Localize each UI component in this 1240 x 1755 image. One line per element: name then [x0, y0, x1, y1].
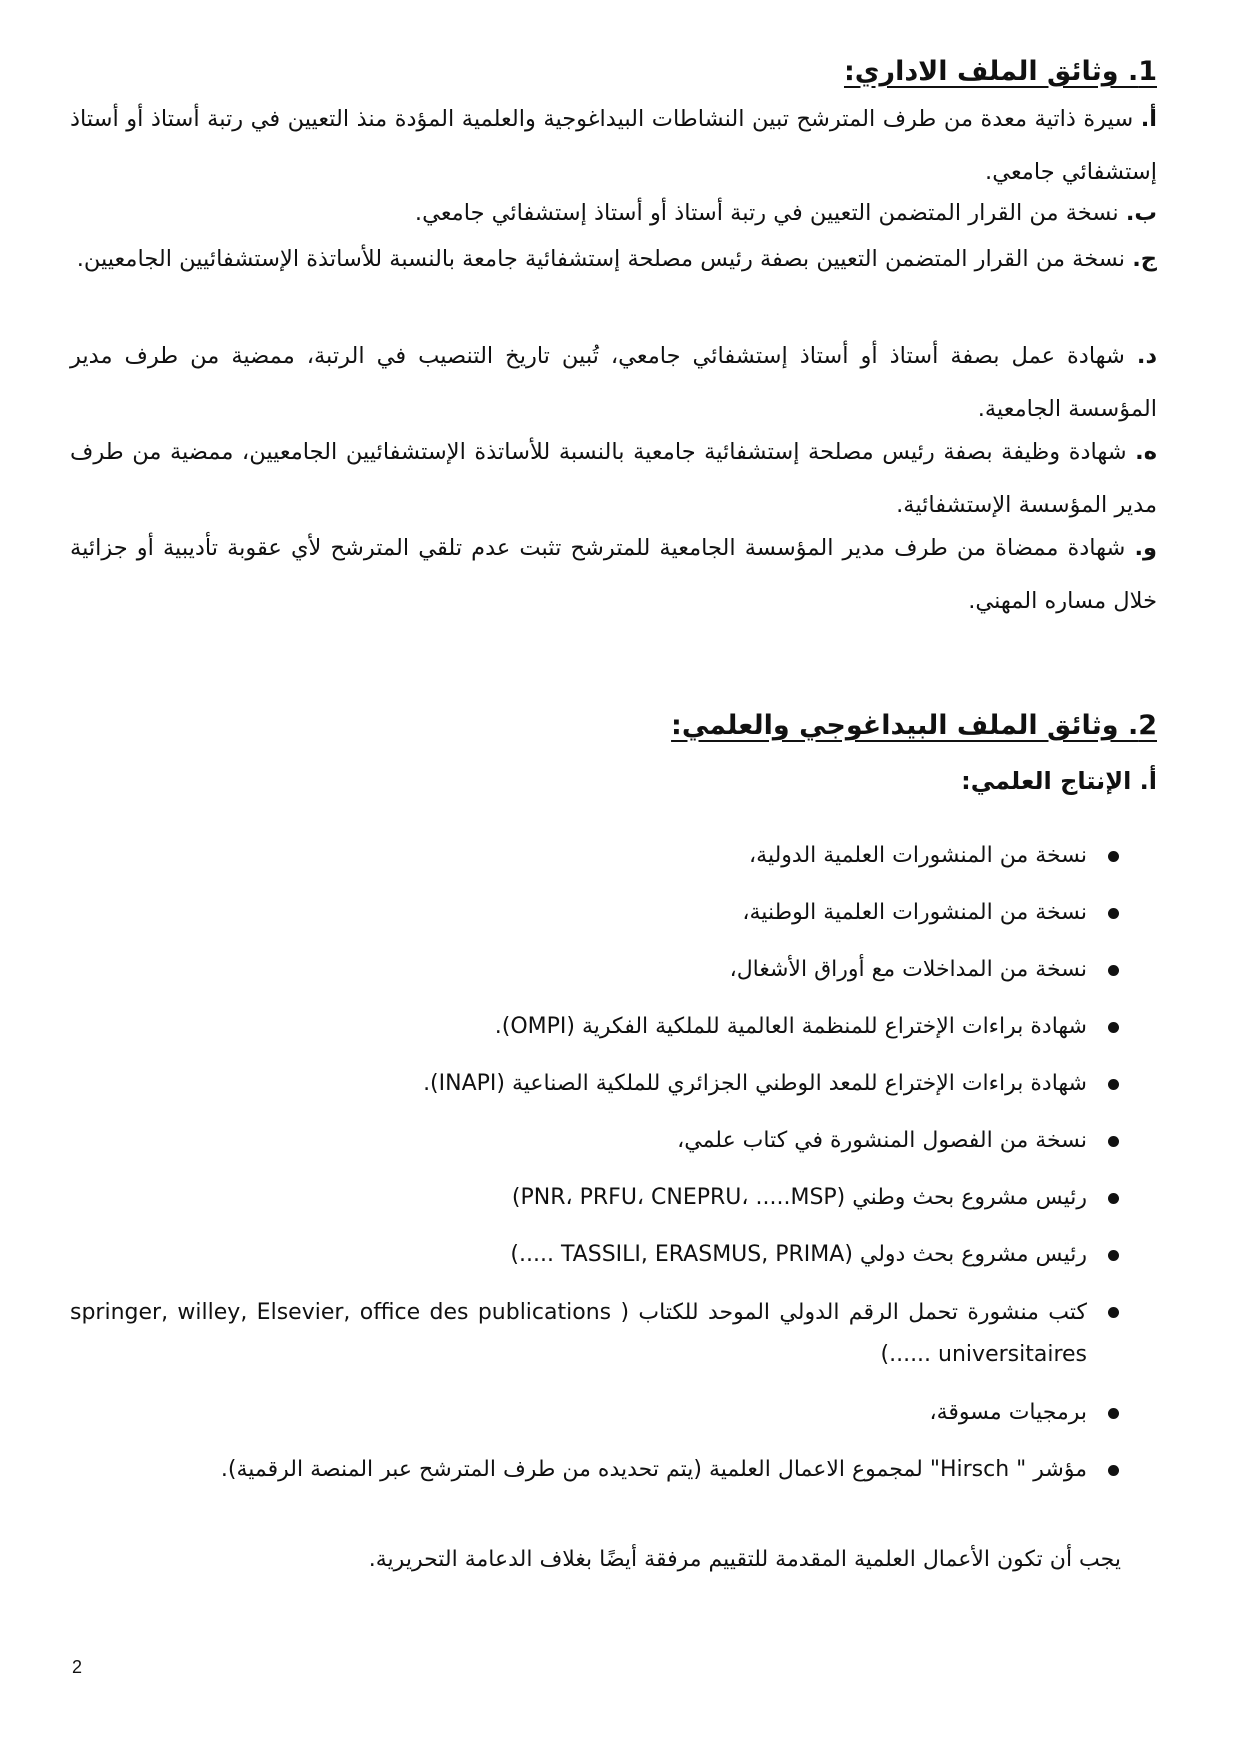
item-prefix: ب. — [1125, 200, 1157, 226]
bullet-icon — [1108, 1079, 1119, 1090]
list-item-text: نسخة من المداخلات مع أوراق الأشغال، — [729, 957, 1087, 982]
list-item-text: برمجيات مسوقة، — [929, 1400, 1087, 1425]
list-item — [70, 1393, 1157, 1433]
bullet-icon — [1108, 1022, 1119, 1033]
item-text: نسخة من القرار المتضمن التعيين بصفة رئيس مصلحة إستشفائية جامعة بالنسبة للأساتذة الإستشفائيين الجامعيين. — [76, 246, 1133, 272]
list-item — [70, 893, 1157, 933]
list-item — [70, 1121, 1157, 1161]
item-text: شهادة ممضاة من طرف مدير المؤسسة الجامعية للمترشح تثبت عدم تلقي المترشح لأي عقوبة تأديبية أو جزائية خلال مساره المهني. — [70, 535, 1157, 614]
list-item-text: مؤشر " Hirsch" لمجموع الاعمال العلمية (يتم تحديده من طرف المترشح عبر المنصة الرقمية). — [220, 1457, 1087, 1482]
section-2-heading: 2. وثائق الملف البيداغوجي والعلمي: — [671, 710, 1157, 741]
page-number: 2 — [72, 1657, 83, 1677]
list-item — [70, 950, 1157, 990]
list-item — [70, 1450, 1157, 1490]
bullet-icon — [1108, 1136, 1119, 1147]
item-prefix: أ. — [1140, 106, 1157, 132]
document-page — [70, 0, 1157, 1755]
list-item — [70, 1292, 1157, 1376]
section-1-item-c — [70, 233, 1157, 286]
bullet-icon — [1108, 908, 1119, 919]
list-item — [70, 1064, 1157, 1104]
scientific-production-list — [70, 836, 1157, 1507]
list-item-text: رئيس مشروع بحث وطني (PNR، PRFU، CNEPRU، .....MSP) — [511, 1185, 1087, 1210]
list-item-text: كتب منشورة تحمل الرقم الدولي الموحد للكتاب ( springer, willey, Elsevier, office des publications universitaires ......) — [70, 1300, 1087, 1367]
bullet-icon — [1108, 851, 1119, 862]
list-item-text: شهادة براءات الإختراع للمنظمة العالمية للملكية الفكرية (OMPI). — [494, 1014, 1087, 1039]
item-text: شهادة وظيفة بصفة رئيس مصلحة إستشفائية جامعية بالنسبة للأساتذة الإستشفائيين الجامعيين، ممضية من طرف مدير المؤسسة الإستشفائية. — [70, 439, 1157, 518]
section-1-heading: 1. وثائق الملف الاداري: — [843, 56, 1157, 87]
submission-note: يجب أن تكون الأعمال العلمية المقدمة للتقييم مرفقة أيضًا بغلاف الدعامة التحريرية. — [368, 1547, 1121, 1572]
item-text: نسخة من القرار المتضمن التعيين في رتبة أستاذ أو أستاذ إستشفائي جامعي. — [414, 200, 1126, 226]
bullet-icon — [1108, 1465, 1119, 1476]
list-item — [70, 1007, 1157, 1047]
item-prefix: ج. — [1132, 246, 1157, 272]
bullet-icon — [1108, 1193, 1119, 1204]
bullet-icon — [1108, 1307, 1119, 1318]
item-text: شهادة عمل بصفة أستاذ أو أستاذ إستشفائي جامعي، تُبين تاريخ التنصيب في الرتبة، ممضية من طرف مدير المؤسسة الجامعية. — [70, 343, 1157, 422]
list-item-text: نسخة من الفصول المنشورة في كتاب علمي، — [677, 1128, 1087, 1153]
item-prefix: ه. — [1135, 439, 1157, 465]
list-item-text: نسخة من المنشورات العلمية الوطنية، — [742, 900, 1087, 925]
section-2-subheading: أ. الإنتاج العلمي: — [961, 767, 1157, 795]
bullet-icon — [1108, 965, 1119, 976]
list-item-text: نسخة من المنشورات العلمية الدولية، — [749, 843, 1087, 868]
list-item — [70, 1178, 1157, 1218]
section-1-item-f — [70, 522, 1157, 628]
list-item — [70, 836, 1157, 876]
section-1-item-a — [70, 93, 1157, 199]
bullet-icon — [1108, 1408, 1119, 1419]
list-item — [70, 1235, 1157, 1275]
item-prefix: و. — [1134, 535, 1157, 561]
section-1-item-e — [70, 426, 1157, 532]
section-1-item-d — [70, 330, 1157, 436]
bullet-icon — [1108, 1250, 1119, 1261]
item-text: سيرة ذاتية معدة من طرف المترشح تبين النشاطات البيداغوجية والعلمية المؤدة منذ التعيين في رتبة أستاذ أو أستاذ إستشفائي جامعي. — [70, 106, 1157, 185]
list-item-text: رئيس مشروع بحث دولي (TASSILI, ERASMUS, PRIMA .....) — [510, 1242, 1087, 1267]
list-item-text: شهادة براءات الإختراع للمعد الوطني الجزائري للملكية الصناعية (INAPI). — [423, 1071, 1087, 1096]
item-prefix: د. — [1136, 343, 1157, 369]
